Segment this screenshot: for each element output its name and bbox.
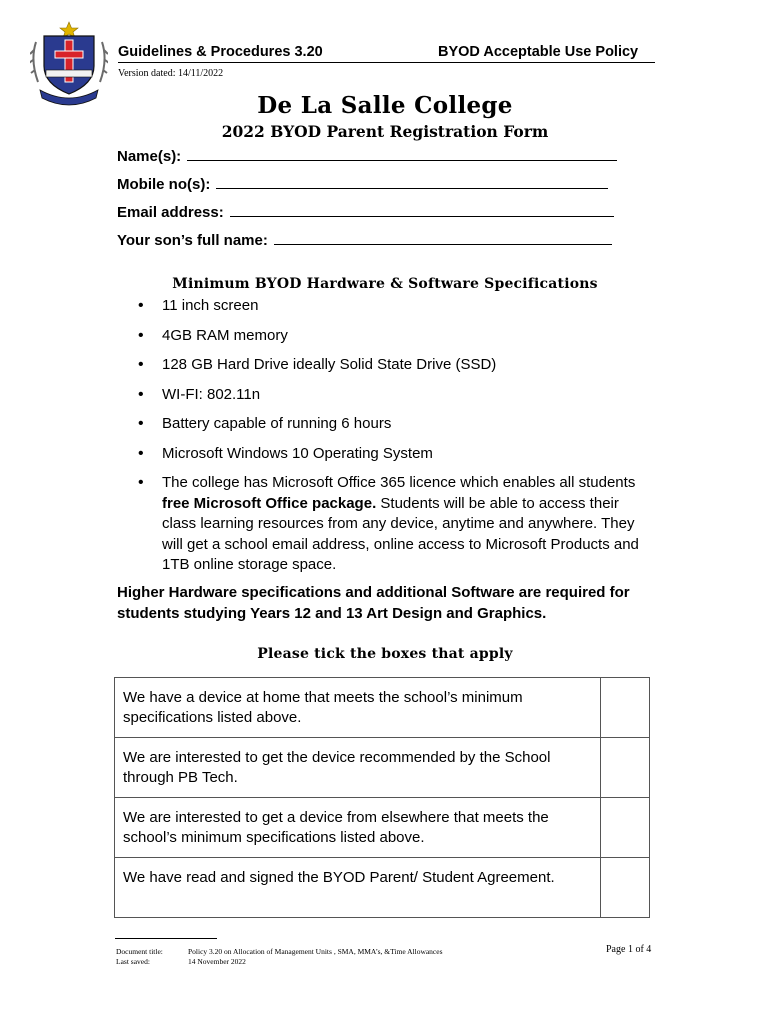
tick-box[interactable] [601, 798, 650, 858]
mobile-field[interactable] [117, 174, 608, 193]
tick-box[interactable] [601, 738, 650, 798]
table-row [115, 678, 650, 738]
son-name-input-line[interactable] [274, 230, 612, 245]
header-policy-title: BYOD Acceptable Use Policy [438, 44, 639, 60]
list-item-office [134, 473, 654, 576]
header-section-title: Guidelines & Procedures 3.20 [118, 44, 323, 60]
page-number: Page 1 of 4 [606, 944, 652, 955]
header-divider [118, 62, 655, 63]
office-text-after: Students will be able to access their class learning resources from any device, anytime and anywhere. They will get a school email address, online access to Microsoft Products and 1TB online storage space. [162, 494, 639, 573]
footer-doc-title-label: Document title: [116, 947, 163, 956]
footer-doc-title: Policy 3.20 on Allocation of Management Units , SMA, MMA’s, &Time Allowances [188, 947, 443, 956]
tick-heading: Please tick the boxes that apply [257, 646, 513, 662]
specs-heading: Minimum BYOD Hardware & Software Specifications [172, 276, 598, 292]
tick-box[interactable] [601, 678, 650, 738]
footer-last-saved-label: Last saved: [116, 957, 150, 966]
specs-list [134, 296, 654, 585]
footer-divider [115, 938, 217, 939]
mobile-field-label: Mobile no(s): [117, 176, 211, 193]
option-text: We have a device at home that meets the school’s minimum specifications listed above. [115, 678, 601, 738]
list-item: • Battery capable of running 6 hours [134, 414, 654, 435]
table-row [115, 738, 650, 798]
son-name-field[interactable] [117, 230, 612, 249]
list-item: • 11 inch screen [134, 296, 654, 317]
footer-last-saved: 14 November 2022 [188, 957, 246, 966]
office-text-bold: free Microsoft Office package. [162, 494, 377, 512]
email-field-label: Email address: [117, 204, 224, 221]
list-item: • Microsoft Windows 10 Operating System [134, 444, 654, 465]
list-item: • 4GB RAM memory [134, 326, 654, 347]
tick-box[interactable] [601, 858, 650, 918]
email-input-line[interactable] [230, 202, 614, 217]
option-text: We are interested to get the device recommended by the School through PB Tech. [115, 738, 601, 798]
list-item: • WI-FI: 802.11n [134, 385, 654, 406]
name-field-label: Name(s): [117, 148, 182, 165]
name-field[interactable] [117, 146, 617, 165]
version-date: Version dated: 14/11/2022 [118, 68, 224, 79]
table-row [115, 798, 650, 858]
name-input-line[interactable] [187, 146, 617, 161]
higher-spec-note: Higher Hardware specifications and additional Software are required for students studying Years 12 and 13 Art Design and Graphics. [117, 584, 630, 622]
email-field[interactable] [117, 202, 614, 221]
option-text: We are interested to get a device from elsewhere that meets the school’s minimum specifications listed above. [115, 798, 601, 858]
office-text-before: The college has Microsoft Office 365 licence which enables all students [162, 474, 636, 491]
option-text: We have read and signed the BYOD Parent/ Student Agreement. [115, 858, 601, 918]
options-table [114, 677, 650, 918]
table-row [115, 858, 650, 918]
list-item: • 128 GB Hard Drive ideally Solid State Drive (SSD) [134, 355, 654, 376]
son-name-field-label: Your son’s full name: [117, 232, 268, 249]
form-subtitle: 2022 BYOD Parent Registration Form [221, 122, 549, 141]
page-title: De La Salle College [257, 92, 513, 119]
mobile-input-line[interactable] [216, 174, 608, 189]
